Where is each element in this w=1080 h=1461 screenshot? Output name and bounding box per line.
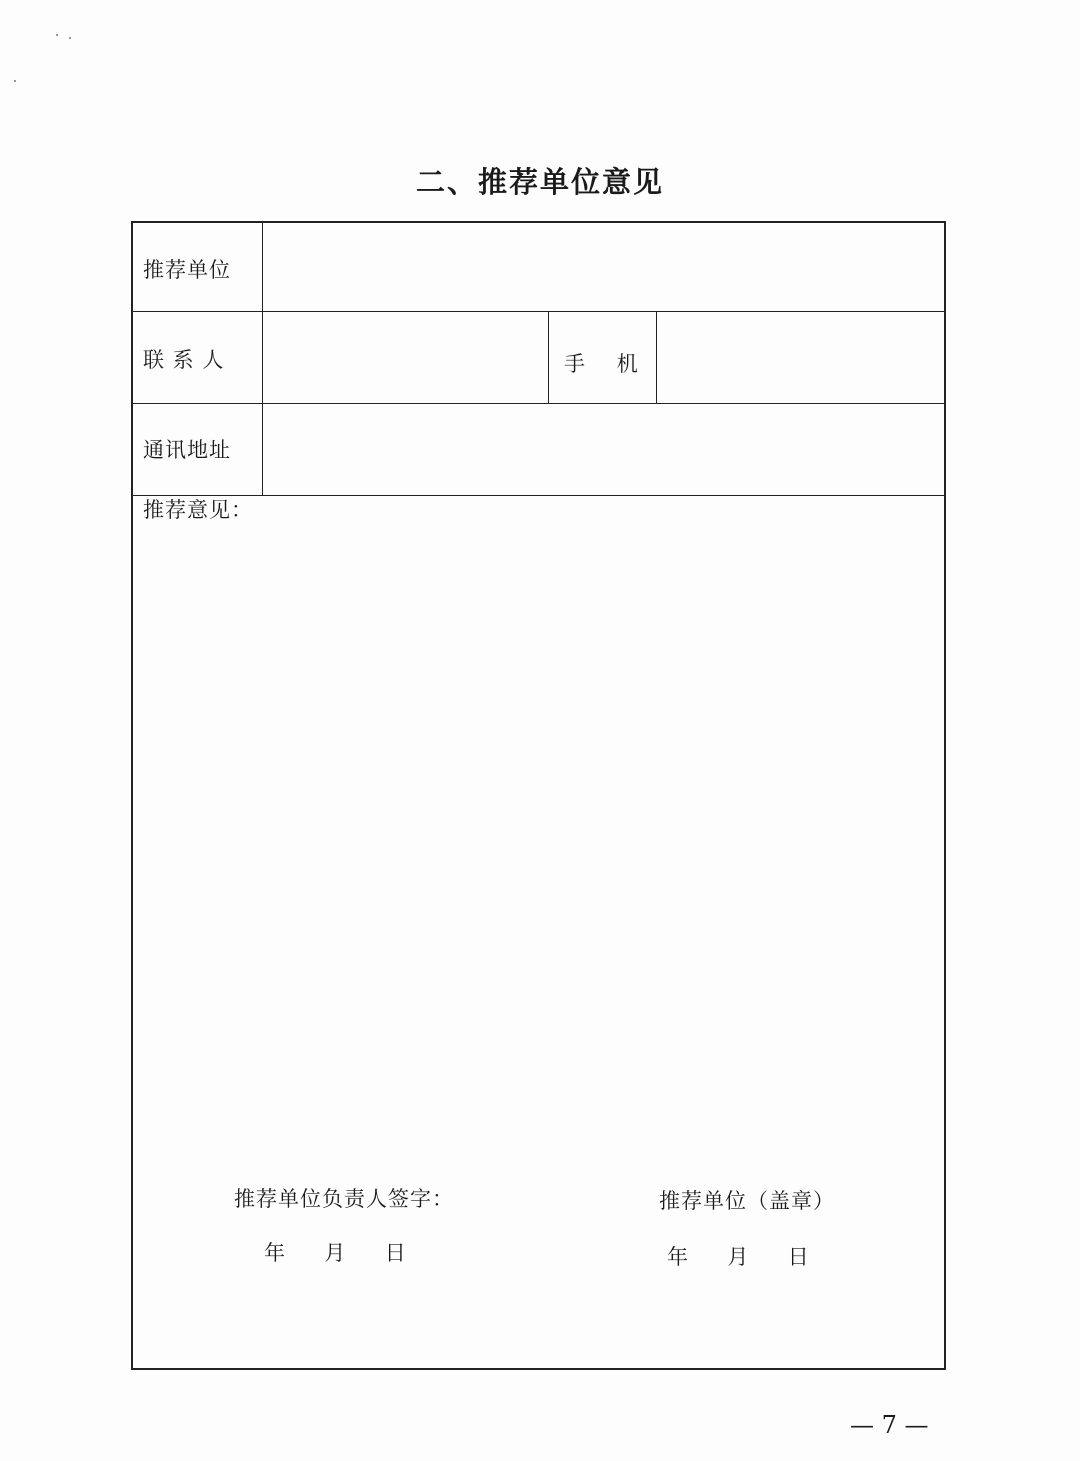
scan-speck xyxy=(56,34,58,36)
recommendation-form-table xyxy=(131,221,946,1370)
unit-seal-date: 年 月 日 xyxy=(667,1245,810,1269)
recommendation-opinion-field[interactable] xyxy=(133,523,944,1163)
scan-speck xyxy=(69,37,71,39)
scan-speck xyxy=(14,80,16,82)
row-divider xyxy=(133,495,944,496)
column-divider xyxy=(656,311,657,403)
mobile-label: 手 机 xyxy=(564,352,639,376)
leader-signature-date: 年 月 日 xyxy=(264,1241,407,1265)
recommending-unit-field[interactable] xyxy=(264,223,944,311)
unit-seal-label: 推荐单位（盖章） xyxy=(659,1189,835,1213)
section-title: 二、推荐单位意见 xyxy=(415,165,664,199)
leader-signature-label: 推荐单位负责人签字： xyxy=(234,1187,454,1211)
recommending-unit-label: 推荐单位 xyxy=(143,258,231,282)
contact-person-label: 联 系 人 xyxy=(143,348,225,372)
mobile-field[interactable] xyxy=(658,313,944,403)
address-label: 通讯地址 xyxy=(143,438,231,462)
contact-person-field[interactable] xyxy=(264,313,547,403)
label-column-divider xyxy=(262,223,263,495)
recommendation-opinion-label: 推荐意见： xyxy=(143,498,253,522)
row-divider xyxy=(133,403,944,404)
address-field[interactable] xyxy=(264,405,944,495)
row-divider xyxy=(133,311,944,312)
page-number: — 7 — xyxy=(850,1411,929,1439)
column-divider xyxy=(548,311,549,403)
